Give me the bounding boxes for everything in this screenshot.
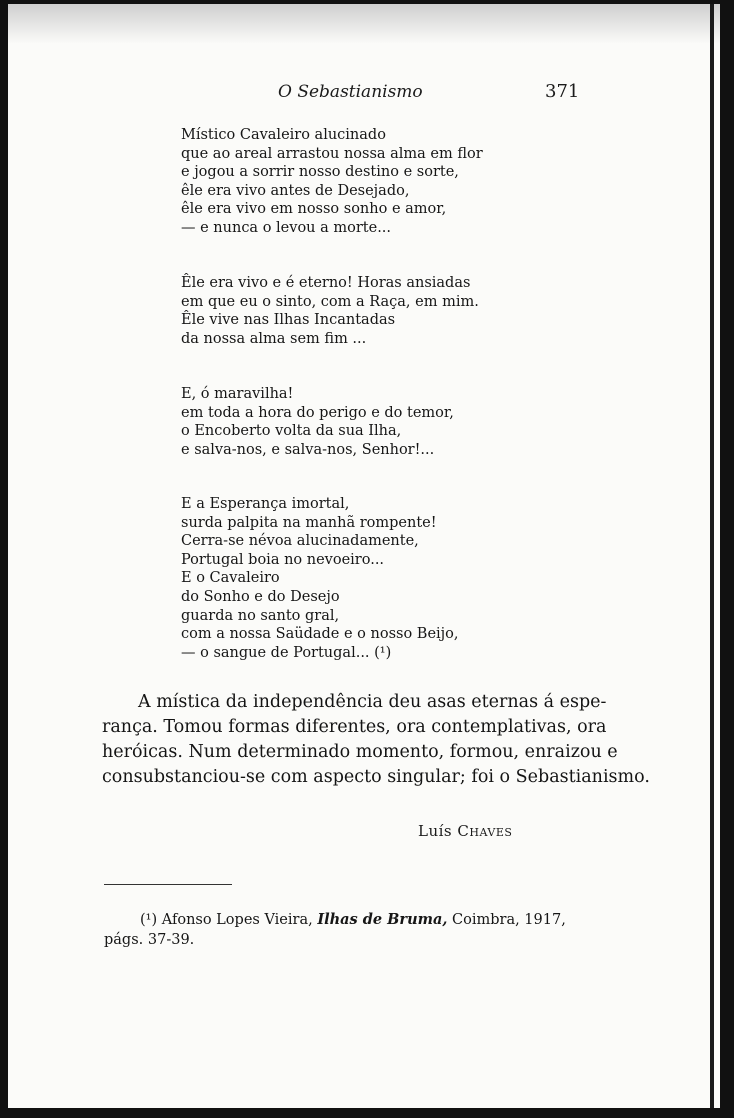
poem-line: E o Cavaleiro xyxy=(181,570,280,587)
poem-line: com a nossa Saüdade e o nosso Beijo, xyxy=(181,626,459,643)
poem-line: que ao areal arrastou nossa alma em flor xyxy=(181,145,483,162)
poem-stanza-1 xyxy=(181,126,483,238)
footnote-place-year: Coimbra, 1917, xyxy=(452,912,566,928)
poem-stanza-3 xyxy=(181,385,454,459)
signature-first-name: Luís xyxy=(418,822,453,840)
poem-line: da nossa alma sem fim ... xyxy=(181,330,367,347)
poem-line: Cerra-se névoa alucinadamente, xyxy=(181,533,419,550)
footnote-pages: págs. 37-39. xyxy=(104,932,195,948)
footnote xyxy=(104,910,590,950)
poem-line: e jogou a sorrir nosso destino e sorte, xyxy=(181,164,459,181)
poem-line: E, ó maravilha! xyxy=(181,386,294,402)
prose-line: rança. Tomou formas diferentes, ora contemplativas, ora xyxy=(102,717,607,737)
prose-line: A mística da independência deu asas eternas á espe- xyxy=(138,692,607,712)
poem-line: e salva-nos, e salva-nos, Senhor!... xyxy=(181,441,435,458)
poem-line: êle era vivo antes de Desejado, xyxy=(181,182,410,199)
poem-line: guarda no santo gral, xyxy=(181,607,340,624)
prose-line: consubstanciou-se com aspecto singular; foi o Sebastianismo. xyxy=(102,767,650,787)
prose-paragraph xyxy=(102,690,650,790)
author-signature xyxy=(418,822,512,840)
poem-line: Êle vive nas Ilhas Incantadas xyxy=(181,312,396,329)
signature-last-name: Chaves xyxy=(457,822,513,840)
page-number: 371 xyxy=(545,81,580,102)
poem-line: surda palpita na manhã rompente! xyxy=(181,514,437,531)
poem-line: E a Esperança imortal, xyxy=(181,496,350,512)
poem-line: o Encoberto volta da sua Ilha, xyxy=(181,423,402,440)
footnote-title: Ilhas de Bruma, xyxy=(317,911,448,928)
footnote-marker: (¹) xyxy=(140,912,158,928)
poem-line: Êle era vivo e é eterno! Horas ansiadas xyxy=(181,275,471,291)
poem-line: — o sangue de Portugal... (¹) xyxy=(181,644,392,661)
poem-stanza-2 xyxy=(181,274,479,348)
poem-stanza-4 xyxy=(181,495,459,662)
poem-line: — e nunca o levou a morte... xyxy=(181,219,392,236)
poem-line: êle era vivo em nosso sonho e amor, xyxy=(181,201,447,218)
footnote-divider xyxy=(104,884,232,885)
poem-line: em que eu o sinto, com a Raça, em mim. xyxy=(181,293,479,310)
poem-line: Portugal boia no nevoeiro... xyxy=(181,551,385,568)
prose-line: heróicas. Num determinado momento, formou, enraizou e xyxy=(102,742,618,762)
poem-line: em toda a hora do perigo e do temor, xyxy=(181,404,454,421)
poem-line: Místico Cavaleiro alucinado xyxy=(181,127,386,143)
scan-shadow xyxy=(8,4,720,44)
footnote-author: Afonso Lopes Vieira, xyxy=(161,912,313,928)
running-title: O Sebastianismo xyxy=(278,82,423,102)
footnote-line-1 xyxy=(104,910,590,930)
scan-edge xyxy=(710,4,714,1108)
poem-line: do Sonho e do Desejo xyxy=(181,588,340,605)
